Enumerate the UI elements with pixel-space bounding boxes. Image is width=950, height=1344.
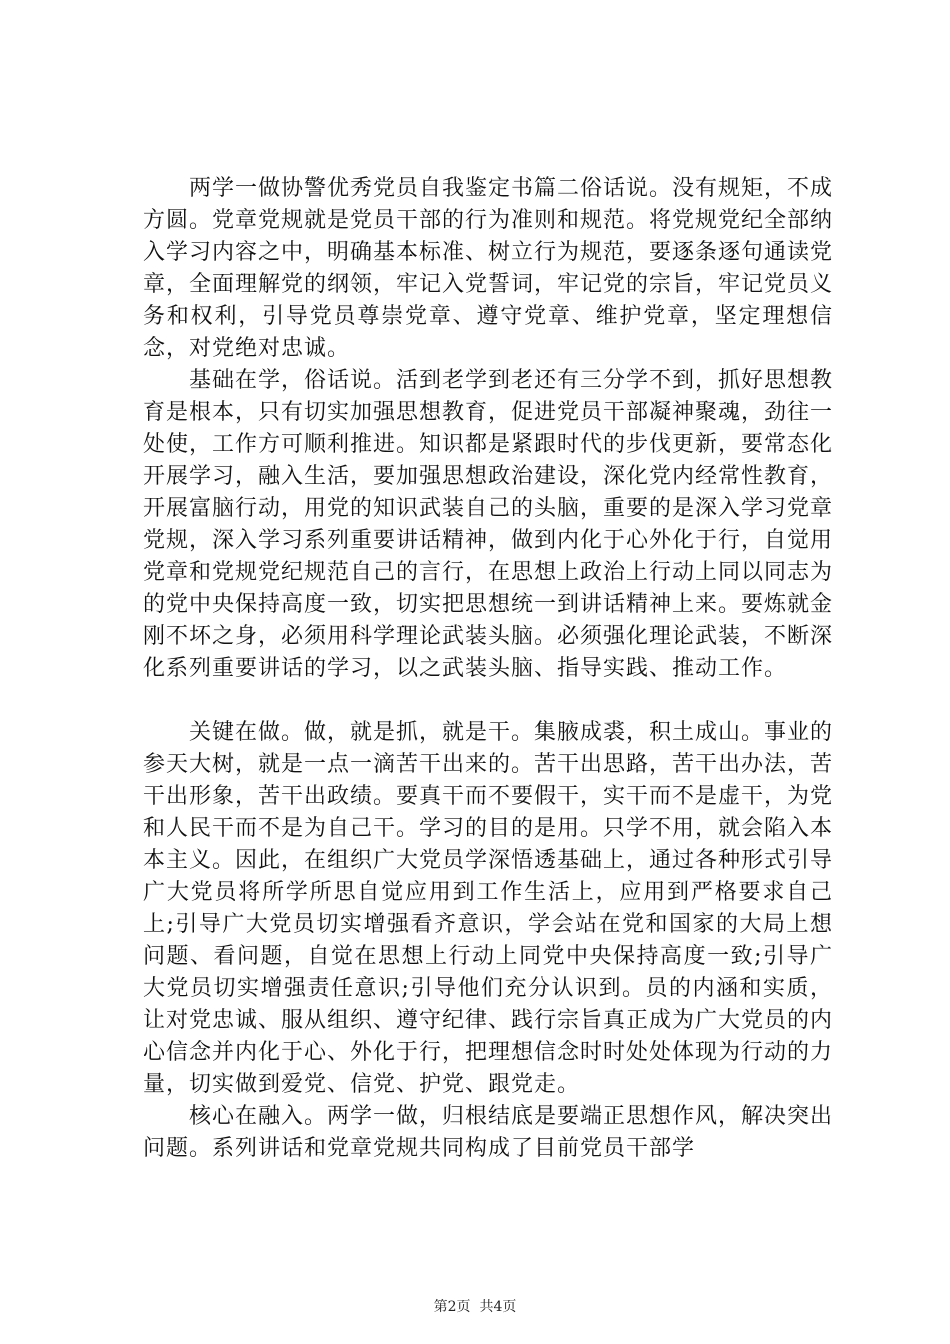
page-number-label: 第2页 共4页 xyxy=(433,1299,517,1315)
paragraph-1: 两学一做协警优秀党员自我鉴定书篇二俗话说。没有规矩，不成方圆。党章党规就是党员干部的行为准则和规范。将党规党纪全部纳入学习内容之中，明确基本标准、树立行为规范，要逐条逐句通读党章，全面理解党的纲领，牢记入党誓词，牢记党的宗旨，牢记党员义务和权利，引导党员尊崇党章、遵守党章、维护党章，坚定理想信念，对党绝对忠诚。 xyxy=(143,176,834,361)
paragraph-3: 关键在做。做，就是抓，就是干。集腋成裘，积土成山。事业的参天大树，就是一点一滴苦干出来的。苦干出思路，苦干出办法，苦干出形象，苦干出政绩。要真干而不要假干，实干而不是虚干，为党和人民干而不是为自己干。学习的目的是用。只学不用，就会陷入本本主义。因此，在组织广大党员学深悟透基础上，通过各种形式引导广大党员将所学所思自觉应用到工作生活上，应用到严格要求自己上;引导广大党员切实增强看齐意识，学会站在党和国家的大局上想问题、看问题，自觉在思想上行动上同党中央保持高度一致;引导广大党员切实增强责任意识;引导他们充分认识到。员的内涵和实质，让对党忠诚、服从组织、遵守纪律、践行宗旨真正成为广大党员的内心信念并内化于心、外化于行，把理想信念时时处处体现为行动的力量，切实做到爱党、信党、护党、跟党走。 xyxy=(143,720,834,1097)
page-footer xyxy=(0,1296,950,1316)
paragraph-4: 核心在融入。两学一做，归根结底是要端正思想作风，解决突出问题。系列讲话和党章党规共同构成了目前党员干部学 xyxy=(143,1104,834,1161)
paragraph-2: 基础在学，俗话说。活到老学到老还有三分学不到，抓好思想教育是根本，只有切实加强思想教育，促进党员干部凝神聚魂，劲往一处使，工作方可顺利推进。知识都是紧跟时代的步伐更新，要常态化开展学习，融入生活，要加强思想政治建设，深化党内经常性教育，开展富脑行动，用党的知识武装自己的头脑，重要的是深入学习党章党规，深入学习系列重要讲话精神，做到内化于心外化于行，自觉用党章和党规党纪规范自己的言行，在思想上政治上行动上同以同志为的党中央保持高度一致，切实把思想统一到讲话精神上来。要炼就金刚不坏之身，必须用科学理论武装头脑。必须强化理论武装，不断深化系列重要讲话的学习，以之武装头脑、指导实践、推动工作。 xyxy=(143,368,834,681)
document-body xyxy=(143,173,833,1165)
